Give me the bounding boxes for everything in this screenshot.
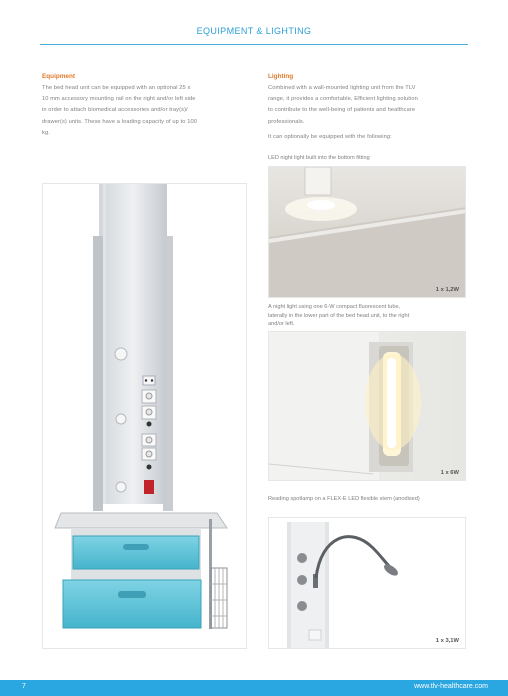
equipment-heading: Equipment bbox=[42, 73, 76, 80]
page-number: 7 bbox=[22, 683, 26, 690]
website-link[interactable]: www.tlv-healthcare.com bbox=[414, 683, 488, 690]
caption-line: laterally in the lower part of the bed head unit, to the right bbox=[268, 312, 410, 319]
fluorescent-night-light-illustration bbox=[269, 332, 466, 481]
lighting-line: Combined with a wall-mounted lighting unit from the TLV bbox=[268, 85, 416, 91]
equipment-text bbox=[42, 83, 247, 139]
fluorescent-night-light-caption bbox=[268, 303, 478, 329]
reading-spotlamp-caption: Reading spotlamp on a FLEX-E LED flexible stem (anodised) bbox=[268, 496, 420, 502]
caption-line: A night light using one 6-W compact fluorescent tube, bbox=[268, 304, 401, 310]
equipment-line: The bed head unit can be equipped with an optional 25 x bbox=[42, 85, 191, 91]
equipment-line: kg. bbox=[42, 129, 50, 136]
page-title: EQUIPMENT & LIGHTING bbox=[196, 26, 312, 36]
footer-bar bbox=[0, 680, 508, 696]
power-badge: 1 x 6W bbox=[440, 470, 459, 476]
led-night-light-caption: LED night light built into the bottom fitting bbox=[268, 155, 370, 161]
fluorescent-night-light-photo bbox=[268, 331, 466, 481]
power-badge: 1 x 1,2W bbox=[435, 287, 459, 293]
lighting-line: to contribute to the well-being of patients and healthcare bbox=[268, 107, 416, 114]
reading-spotlamp-photo bbox=[268, 517, 466, 649]
equipment-line: 10 mm accessory mounting rail on the right and/or left side bbox=[42, 96, 196, 103]
bed-head-unit-photo bbox=[42, 183, 247, 649]
bed-head-unit-illustration bbox=[43, 184, 247, 649]
equipment-line: drawer(s) units. These have a loading capacity of up to 100 bbox=[42, 118, 198, 125]
led-night-light-photo bbox=[268, 166, 466, 298]
power-badge: 1 x 3,1W bbox=[435, 638, 459, 644]
lighting-heading: Lighting bbox=[268, 73, 294, 80]
caption-line: and/or left. bbox=[268, 321, 295, 328]
reading-spotlamp-illustration bbox=[269, 518, 466, 649]
lighting-text bbox=[268, 83, 473, 128]
title-divider bbox=[40, 44, 468, 45]
led-night-light-illustration bbox=[269, 167, 466, 298]
lighting-line: professionals. bbox=[268, 118, 305, 125]
lighting-intro: It can optionally be equipped with the following: bbox=[268, 134, 392, 140]
lighting-line: range, it provides a comfortable, Efficient lighting solution bbox=[268, 96, 418, 103]
equipment-line: in order to attach biomedical accessories and/or tray(s)/ bbox=[42, 107, 188, 114]
